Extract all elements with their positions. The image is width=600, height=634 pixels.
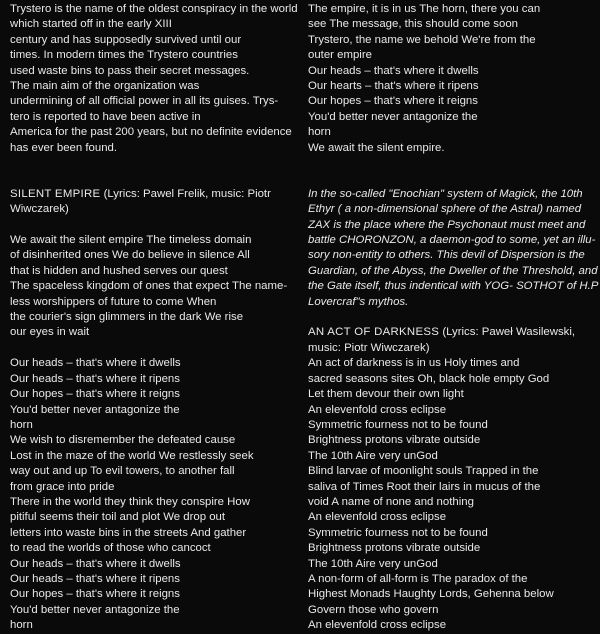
text-line: way out and up To evil towers, to another fall <box>10 465 235 478</box>
text-line: times. In modern times the Trystero countries <box>10 49 238 62</box>
text-line: Symmetric fourness not to be found <box>308 418 488 431</box>
text-line: undermining of all official power in all its guises. Trys- <box>10 95 279 108</box>
text-line: from grace into pride <box>10 480 115 493</box>
text-line: has ever been found. <box>10 141 118 154</box>
text-line: Our hopes – that's where it reigns <box>308 95 478 108</box>
verse-3 <box>308 2 592 156</box>
text-line: The spaceless kingdom of ones that expect The name- <box>10 280 288 293</box>
text-line: There in the world they think they conspire How <box>10 495 250 508</box>
text-line: used waste bins to pass their secret messages. <box>10 64 250 77</box>
text-line: Our heads – that's where it dwells <box>10 357 181 370</box>
text-line: America for the past 200 years, but no definite evidence <box>10 126 292 139</box>
text-line: Lovercraf"s mythos. <box>308 295 409 308</box>
song-title-act-of-darkness: AN ACT OF DARKNESS <box>308 326 440 339</box>
trystero-intro <box>10 2 298 156</box>
text-line: You'd better never antagonize the <box>10 603 180 616</box>
text-line: Our hearts – that's where it ripens <box>308 80 479 93</box>
act-of-darkness-lyrics <box>308 356 592 633</box>
text-line: that is hidden and hushed serves our quest <box>10 264 228 277</box>
text-line: The 10th Aire very unGod <box>308 557 438 570</box>
text-line: letters into waste bins in the streets And gather <box>10 526 247 539</box>
text-line: Brightness protons vibrate outside <box>308 542 481 555</box>
text-line: You'd better never antagonize the <box>10 403 180 416</box>
text-line: An act of darkness is in us Holy times and <box>308 357 520 370</box>
right-column <box>308 2 599 634</box>
act-of-darkness-heading <box>308 325 592 340</box>
text-line: sacred seasons sites Oh, black hole empty God <box>308 372 550 385</box>
text-line: horn <box>308 126 331 139</box>
text-line: Trystero is the name of the oldest conspiracy in the world <box>10 3 298 15</box>
left-column <box>10 2 298 634</box>
song-credits: (Lyrics: Paweł Wasilewski, <box>442 326 576 339</box>
text-line: Let them devour their own light <box>308 388 464 401</box>
text-line: century and has supposedly survived until our <box>10 33 242 46</box>
text-line: saliva of Times Root their lairs in mucus of the <box>308 480 541 493</box>
enochian-note <box>308 187 599 310</box>
text-line: outer empire <box>308 49 372 62</box>
chorus-1 <box>10 356 295 433</box>
song-credits-cont: music: Piotr Wiwczarek) <box>308 341 430 354</box>
text-line: Lost in the maze of the world We restlessly seek <box>10 449 254 462</box>
song-credits-cont: Wiwczarek) <box>10 203 69 216</box>
text-line: The 10th Aire very unGod <box>308 449 438 462</box>
text-line: Our heads – that's where it ripens <box>10 372 180 385</box>
text-line: sory non-entity to others. This devil of Dispersion is the <box>308 249 585 262</box>
text-line: Govern those who govern <box>308 603 439 616</box>
text-line: horn <box>10 418 33 431</box>
text-line: tero is reported to have been active in <box>10 110 201 123</box>
text-line: ZAX is the place where the Psychonaut must meet and <box>308 218 586 231</box>
text-line: which started off in the early XIII <box>10 18 172 31</box>
text-line: Highest Monads Haughty Lords, Gehenna below <box>308 588 554 601</box>
text-line: An elevenfold cross eclipse <box>308 619 447 632</box>
text-line: to read the worlds of those who cancoct <box>10 542 211 555</box>
text-line: Our hopes – that's where it reigns <box>10 388 180 401</box>
text-line: In the so-called "Enochian" system of Magick, the 10th <box>308 187 583 200</box>
text-line: of disinherited ones We do believe in silence All <box>10 249 250 262</box>
text-line: less worshippers of future to come When <box>10 295 217 308</box>
text-line: We wish to disremember the defeated cause <box>10 434 236 447</box>
text-line: Our heads – that's where it dwells <box>308 64 479 77</box>
text-line: An elevenfold cross eclipse <box>308 511 447 524</box>
text-line: Blind larvae of moonlight souls Trapped in the <box>308 465 539 478</box>
text-line: horn <box>10 619 33 632</box>
text-line: Trystero, the name we behold We're from the <box>308 33 536 46</box>
text-line: The empire, it is in us The horn, there you can <box>308 3 541 15</box>
text-line: A non-form of all-form is The paradox of the <box>308 572 528 585</box>
text-line: The main aim of the organization was <box>10 80 200 93</box>
verse-1 <box>10 233 295 341</box>
text-line: We await the silent empire. <box>308 141 445 154</box>
text-line: Brightness protons vibrate outside <box>308 434 481 447</box>
text-line: Our heads – that's where it ripens <box>10 572 180 585</box>
text-line: the courier's sign glimmers in the dark We rise <box>10 311 244 324</box>
text-line: Symmetric fourness not to be found <box>308 526 488 539</box>
chorus-2 <box>10 557 295 634</box>
text-line: Our hopes – that's where it reigns <box>10 588 180 601</box>
silent-empire-heading <box>10 187 295 202</box>
text-line: You'd better never antagonize the <box>308 110 478 123</box>
text-line: Guardian, of the Abyss, the Dweller of the Threshold, and <box>308 264 598 277</box>
text-line: pitiful seems their toil and plot We drop out <box>10 511 226 524</box>
verse-2 <box>10 433 295 556</box>
text-line: see The message, this should come soon <box>308 18 519 31</box>
text-line: void A name of none and nothing <box>308 495 474 508</box>
song-title-silent-empire: SILENT EMPIRE <box>10 187 101 200</box>
text-line: An elevenfold cross eclipse <box>308 403 447 416</box>
text-line: Ethyr ( a non-dimensional sphere of the Astral) named <box>308 203 582 216</box>
text-line: We await the silent empire The timeless domain <box>10 234 252 247</box>
text-line: battle CHORONZON, a daemon-god to some, yet an illu- <box>308 234 596 247</box>
text-line: the Gate itself, thus indentical with YOG- SOTHOT of H.P <box>308 280 599 293</box>
song-credits: (Lyrics: Pawel Frelik, music: Piotr <box>103 187 271 200</box>
text-line: our eyes in wait <box>10 326 90 339</box>
text-line: Our heads – that's where it dwells <box>10 557 181 570</box>
